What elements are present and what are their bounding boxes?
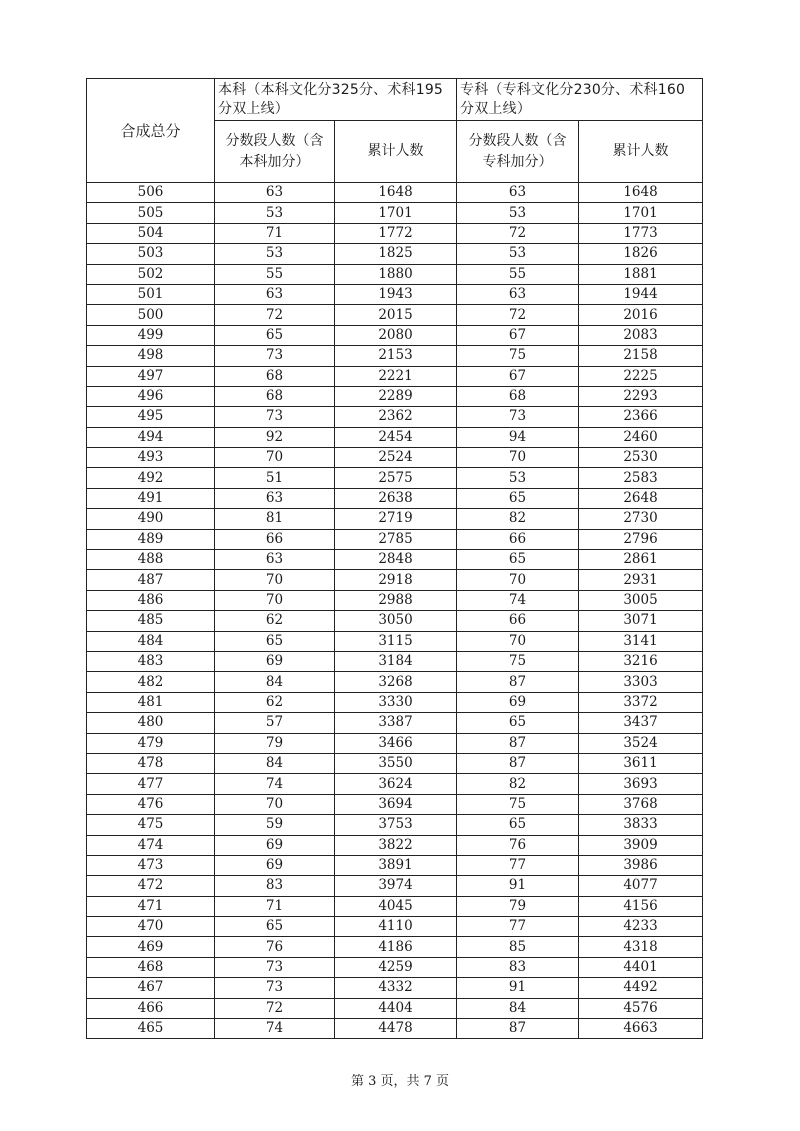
table-row <box>87 631 703 651</box>
bachelor-count-cell: 59 <box>215 815 335 835</box>
bachelor-count-cell: 65 <box>215 631 335 651</box>
bachelor-count-cell: 74 <box>215 774 335 794</box>
associate-cumulative-cell: 2730 <box>579 509 703 529</box>
table-row <box>87 794 703 814</box>
associate-cumulative-cell: 2158 <box>579 346 703 366</box>
associate-cumulative-cell: 3372 <box>579 692 703 712</box>
bachelor-cumulative-cell: 4478 <box>335 1019 457 1039</box>
associate-cumulative-cell: 3909 <box>579 835 703 855</box>
bachelor-count-header-text: 分数段人数（含本科加分） <box>225 132 324 170</box>
score-cell: 481 <box>87 692 215 712</box>
associate-count-cell: 77 <box>457 855 579 875</box>
associate-cumulative-cell: 4233 <box>579 917 703 937</box>
bachelor-count-cell: 63 <box>215 284 335 304</box>
table-row <box>87 529 703 549</box>
associate-count-cell: 53 <box>457 468 579 488</box>
associate-cumulative-cell: 2583 <box>579 468 703 488</box>
associate-count-cell: 70 <box>457 448 579 468</box>
table-row <box>87 366 703 386</box>
associate-cumulative-cell: 4576 <box>579 998 703 1018</box>
associate-count-cell: 73 <box>457 407 579 427</box>
associate-cumulative-cell: 3611 <box>579 753 703 773</box>
associate-count-cell: 75 <box>457 794 579 814</box>
bachelor-group-header: 本科（本科文化分325分、术科195分双上线） <box>215 79 457 121</box>
bachelor-cumulative-cell: 2362 <box>335 407 457 427</box>
associate-cumulative-cell: 3005 <box>579 590 703 610</box>
table-row <box>87 713 703 733</box>
table-row <box>87 183 703 203</box>
bachelor-count-cell: 92 <box>215 427 335 447</box>
bachelor-cumulative-cell: 4186 <box>335 937 457 957</box>
bachelor-cumulative-cell: 2785 <box>335 529 457 549</box>
table-row <box>87 692 703 712</box>
associate-count-header-text: 分数段人数（含专科加分） <box>468 132 567 170</box>
score-cell: 491 <box>87 488 215 508</box>
bachelor-cumulative-cell: 2454 <box>335 427 457 447</box>
score-cell: 475 <box>87 815 215 835</box>
associate-count-cell: 91 <box>457 876 579 896</box>
table-row <box>87 1019 703 1039</box>
bachelor-count-cell: 83 <box>215 876 335 896</box>
bachelor-count-cell: 73 <box>215 407 335 427</box>
associate-count-cell: 65 <box>457 815 579 835</box>
table-row <box>87 386 703 406</box>
bachelor-cumulative-cell: 4045 <box>335 896 457 916</box>
associate-count-cell: 87 <box>457 733 579 753</box>
associate-count-cell: 85 <box>457 937 579 957</box>
table-row <box>87 570 703 590</box>
associate-count-cell: 53 <box>457 203 579 223</box>
table-row <box>87 937 703 957</box>
bachelor-count-cell: 73 <box>215 957 335 977</box>
associate-count-cell: 72 <box>457 305 579 325</box>
score-cell: 478 <box>87 753 215 773</box>
bachelor-count-cell: 69 <box>215 855 335 875</box>
associate-count-cell: 70 <box>457 570 579 590</box>
bachelor-cumulative-cell: 2719 <box>335 509 457 529</box>
bachelor-count-cell: 62 <box>215 692 335 712</box>
associate-count-cell: 65 <box>457 550 579 570</box>
bachelor-count-cell: 68 <box>215 386 335 406</box>
table-row <box>87 284 703 304</box>
associate-count-cell: 91 <box>457 978 579 998</box>
bachelor-count-cell: 84 <box>215 753 335 773</box>
bachelor-cumulative-cell: 3268 <box>335 672 457 692</box>
score-cell: 482 <box>87 672 215 692</box>
table-row <box>87 203 703 223</box>
bachelor-cumulative-cell: 3974 <box>335 876 457 896</box>
table-row <box>87 550 703 570</box>
associate-cumulative-cell: 2861 <box>579 550 703 570</box>
bachelor-count-cell: 73 <box>215 346 335 366</box>
table-row <box>87 957 703 977</box>
associate-count-cell: 75 <box>457 651 579 671</box>
associate-cumulative-cell: 4156 <box>579 896 703 916</box>
bachelor-cumulative-cell: 2638 <box>335 488 457 508</box>
table-row <box>87 733 703 753</box>
table-row <box>87 876 703 896</box>
table-row <box>87 468 703 488</box>
bachelor-cumulative-header: 累计人数 <box>335 121 457 183</box>
score-cell: 496 <box>87 386 215 406</box>
bachelor-count-cell: 71 <box>215 896 335 916</box>
associate-cumulative-cell: 1826 <box>579 244 703 264</box>
score-cell: 504 <box>87 223 215 243</box>
bachelor-cumulative-cell: 3184 <box>335 651 457 671</box>
table-row <box>87 896 703 916</box>
score-cell: 494 <box>87 427 215 447</box>
bachelor-cumulative-cell: 4259 <box>335 957 457 977</box>
bachelor-cumulative-cell: 2918 <box>335 570 457 590</box>
score-cell: 485 <box>87 611 215 631</box>
bachelor-cumulative-cell: 3624 <box>335 774 457 794</box>
table-row <box>87 815 703 835</box>
bachelor-count-cell: 84 <box>215 672 335 692</box>
table-row <box>87 753 703 773</box>
bachelor-count-cell: 63 <box>215 488 335 508</box>
associate-cumulative-cell: 3524 <box>579 733 703 753</box>
bachelor-count-cell: 65 <box>215 917 335 937</box>
bachelor-count-cell: 71 <box>215 223 335 243</box>
bachelor-cumulative-cell: 3550 <box>335 753 457 773</box>
score-cell: 480 <box>87 713 215 733</box>
table-row <box>87 855 703 875</box>
table-row <box>87 407 703 427</box>
bachelor-count-cell: 76 <box>215 937 335 957</box>
score-cell: 493 <box>87 448 215 468</box>
associate-group-header: 专科（专科文化分230分、术科160分双上线） <box>457 79 703 121</box>
score-cell: 476 <box>87 794 215 814</box>
associate-count-cell: 63 <box>457 284 579 304</box>
bachelor-cumulative-cell: 3330 <box>335 692 457 712</box>
bachelor-count-cell: 63 <box>215 550 335 570</box>
associate-cumulative-header: 累计人数 <box>579 121 703 183</box>
score-cell: 497 <box>87 366 215 386</box>
associate-count-cell: 67 <box>457 325 579 345</box>
associate-count-header <box>457 121 579 183</box>
associate-cumulative-cell: 1701 <box>579 203 703 223</box>
table-row <box>87 264 703 284</box>
associate-cumulative-cell: 2016 <box>579 305 703 325</box>
bachelor-count-cell: 53 <box>215 203 335 223</box>
score-cell: 484 <box>87 631 215 651</box>
associate-count-cell: 67 <box>457 366 579 386</box>
score-cell: 505 <box>87 203 215 223</box>
associate-count-cell: 77 <box>457 917 579 937</box>
bachelor-count-cell: 63 <box>215 183 335 203</box>
bachelor-count-cell: 74 <box>215 1019 335 1039</box>
bachelor-cumulative-cell: 3387 <box>335 713 457 733</box>
associate-cumulative-cell: 2931 <box>579 570 703 590</box>
table-row <box>87 448 703 468</box>
score-cell: 487 <box>87 570 215 590</box>
page-number: 第 3 页，共 7 页 <box>350 1074 450 1089</box>
table-row <box>87 325 703 345</box>
bachelor-count-cell: 62 <box>215 611 335 631</box>
score-cell: 469 <box>87 937 215 957</box>
bachelor-cumulative-cell: 3822 <box>335 835 457 855</box>
score-cell: 500 <box>87 305 215 325</box>
associate-cumulative-cell: 3833 <box>579 815 703 835</box>
bachelor-cumulative-cell: 3753 <box>335 815 457 835</box>
associate-count-cell: 84 <box>457 998 579 1018</box>
bachelor-cumulative-cell: 1825 <box>335 244 457 264</box>
associate-count-cell: 69 <box>457 692 579 712</box>
bachelor-cumulative-cell: 4110 <box>335 917 457 937</box>
table-row <box>87 346 703 366</box>
bachelor-cumulative-cell: 1943 <box>335 284 457 304</box>
score-cell: 492 <box>87 468 215 488</box>
bachelor-cumulative-cell: 3115 <box>335 631 457 651</box>
associate-count-cell: 72 <box>457 223 579 243</box>
associate-count-cell: 87 <box>457 1019 579 1039</box>
score-cell: 486 <box>87 590 215 610</box>
bachelor-count-cell: 65 <box>215 325 335 345</box>
table-row <box>87 305 703 325</box>
score-column-header: 合成总分 <box>87 79 215 183</box>
bachelor-cumulative-cell: 2848 <box>335 550 457 570</box>
associate-cumulative-cell: 2293 <box>579 386 703 406</box>
associate-count-cell: 79 <box>457 896 579 916</box>
bachelor-cumulative-cell: 2575 <box>335 468 457 488</box>
table-row <box>87 223 703 243</box>
bachelor-cumulative-cell: 1880 <box>335 264 457 284</box>
associate-cumulative-cell: 1773 <box>579 223 703 243</box>
table-row <box>87 590 703 610</box>
bachelor-count-cell: 69 <box>215 651 335 671</box>
associate-cumulative-cell: 3693 <box>579 774 703 794</box>
associate-count-cell: 87 <box>457 753 579 773</box>
associate-cumulative-cell: 4318 <box>579 937 703 957</box>
bachelor-cumulative-cell: 3891 <box>335 855 457 875</box>
associate-count-cell: 76 <box>457 835 579 855</box>
bachelor-count-cell: 70 <box>215 590 335 610</box>
bachelor-cumulative-cell: 2153 <box>335 346 457 366</box>
score-cell: 483 <box>87 651 215 671</box>
associate-count-cell: 83 <box>457 957 579 977</box>
table-row <box>87 978 703 998</box>
score-cell: 466 <box>87 998 215 1018</box>
score-cell: 506 <box>87 183 215 203</box>
score-cell: 474 <box>87 835 215 855</box>
bachelor-cumulative-cell: 1648 <box>335 183 457 203</box>
table-row <box>87 835 703 855</box>
associate-cumulative-cell: 3216 <box>579 651 703 671</box>
associate-cumulative-cell: 1648 <box>579 183 703 203</box>
associate-count-cell: 65 <box>457 488 579 508</box>
score-cell: 468 <box>87 957 215 977</box>
bachelor-cumulative-cell: 3050 <box>335 611 457 631</box>
table-row <box>87 998 703 1018</box>
table-row <box>87 651 703 671</box>
score-cell: 499 <box>87 325 215 345</box>
associate-cumulative-cell: 2083 <box>579 325 703 345</box>
bachelor-count-cell: 73 <box>215 978 335 998</box>
bachelor-count-cell: 66 <box>215 529 335 549</box>
associate-cumulative-cell: 3071 <box>579 611 703 631</box>
associate-cumulative-cell: 4663 <box>579 1019 703 1039</box>
bachelor-count-cell: 72 <box>215 305 335 325</box>
associate-count-cell: 70 <box>457 631 579 651</box>
bachelor-cumulative-cell: 4332 <box>335 978 457 998</box>
associate-count-cell: 53 <box>457 244 579 264</box>
score-cell: 472 <box>87 876 215 896</box>
associate-count-cell: 94 <box>457 427 579 447</box>
bachelor-cumulative-cell: 2015 <box>335 305 457 325</box>
associate-cumulative-cell: 2460 <box>579 427 703 447</box>
bachelor-cumulative-cell: 1772 <box>335 223 457 243</box>
bachelor-count-cell: 53 <box>215 244 335 264</box>
bachelor-cumulative-cell: 2289 <box>335 386 457 406</box>
associate-count-cell: 82 <box>457 509 579 529</box>
associate-cumulative-cell: 3303 <box>579 672 703 692</box>
associate-cumulative-cell: 2225 <box>579 366 703 386</box>
table-row <box>87 611 703 631</box>
bachelor-cumulative-cell: 2988 <box>335 590 457 610</box>
associate-count-cell: 74 <box>457 590 579 610</box>
associate-cumulative-cell: 4401 <box>579 957 703 977</box>
associate-cumulative-cell: 3768 <box>579 794 703 814</box>
table-header <box>87 79 703 183</box>
score-cell: 498 <box>87 346 215 366</box>
associate-count-cell: 82 <box>457 774 579 794</box>
score-cell: 488 <box>87 550 215 570</box>
table-row <box>87 488 703 508</box>
bachelor-count-cell: 72 <box>215 998 335 1018</box>
score-cell: 465 <box>87 1019 215 1039</box>
bachelor-count-cell: 70 <box>215 794 335 814</box>
score-cell: 477 <box>87 774 215 794</box>
associate-cumulative-cell: 2796 <box>579 529 703 549</box>
score-cell: 502 <box>87 264 215 284</box>
table-row <box>87 244 703 264</box>
bachelor-count-cell: 81 <box>215 509 335 529</box>
associate-count-cell: 75 <box>457 346 579 366</box>
associate-count-cell: 87 <box>457 672 579 692</box>
associate-cumulative-cell: 3141 <box>579 631 703 651</box>
associate-cumulative-cell: 4077 <box>579 876 703 896</box>
bachelor-count-cell: 70 <box>215 448 335 468</box>
associate-cumulative-cell: 3986 <box>579 855 703 875</box>
associate-cumulative-cell: 2530 <box>579 448 703 468</box>
associate-count-cell: 66 <box>457 611 579 631</box>
bachelor-cumulative-cell: 2221 <box>335 366 457 386</box>
score-distribution-table <box>86 78 703 1039</box>
bachelor-cumulative-cell: 3694 <box>335 794 457 814</box>
bachelor-count-cell: 79 <box>215 733 335 753</box>
table-row <box>87 672 703 692</box>
associate-cumulative-cell: 2366 <box>579 407 703 427</box>
score-cell: 471 <box>87 896 215 916</box>
associate-count-cell: 65 <box>457 713 579 733</box>
associate-cumulative-cell: 1944 <box>579 284 703 304</box>
bachelor-cumulative-cell: 2080 <box>335 325 457 345</box>
bachelor-count-cell: 51 <box>215 468 335 488</box>
table-row <box>87 774 703 794</box>
score-cell: 489 <box>87 529 215 549</box>
table-row <box>87 427 703 447</box>
bachelor-count-cell: 68 <box>215 366 335 386</box>
bachelor-cumulative-cell: 3466 <box>335 733 457 753</box>
score-cell: 479 <box>87 733 215 753</box>
associate-cumulative-cell: 1881 <box>579 264 703 284</box>
table-body <box>87 183 703 1039</box>
associate-count-cell: 66 <box>457 529 579 549</box>
score-cell: 490 <box>87 509 215 529</box>
associate-cumulative-cell: 4492 <box>579 978 703 998</box>
bachelor-cumulative-cell: 2524 <box>335 448 457 468</box>
associate-count-cell: 63 <box>457 183 579 203</box>
associate-count-cell: 55 <box>457 264 579 284</box>
bachelor-count-cell: 70 <box>215 570 335 590</box>
score-cell: 503 <box>87 244 215 264</box>
bachelor-count-cell: 55 <box>215 264 335 284</box>
score-cell: 495 <box>87 407 215 427</box>
bachelor-cumulative-cell: 4404 <box>335 998 457 1018</box>
bachelor-count-cell: 69 <box>215 835 335 855</box>
table-row <box>87 917 703 937</box>
bachelor-cumulative-cell: 1701 <box>335 203 457 223</box>
bachelor-count-cell: 57 <box>215 713 335 733</box>
score-cell: 467 <box>87 978 215 998</box>
score-cell: 473 <box>87 855 215 875</box>
score-cell: 470 <box>87 917 215 937</box>
bachelor-count-header <box>215 121 335 183</box>
associate-count-cell: 68 <box>457 386 579 406</box>
associate-cumulative-cell: 2648 <box>579 488 703 508</box>
score-cell: 501 <box>87 284 215 304</box>
table-row <box>87 509 703 529</box>
associate-cumulative-cell: 3437 <box>579 713 703 733</box>
